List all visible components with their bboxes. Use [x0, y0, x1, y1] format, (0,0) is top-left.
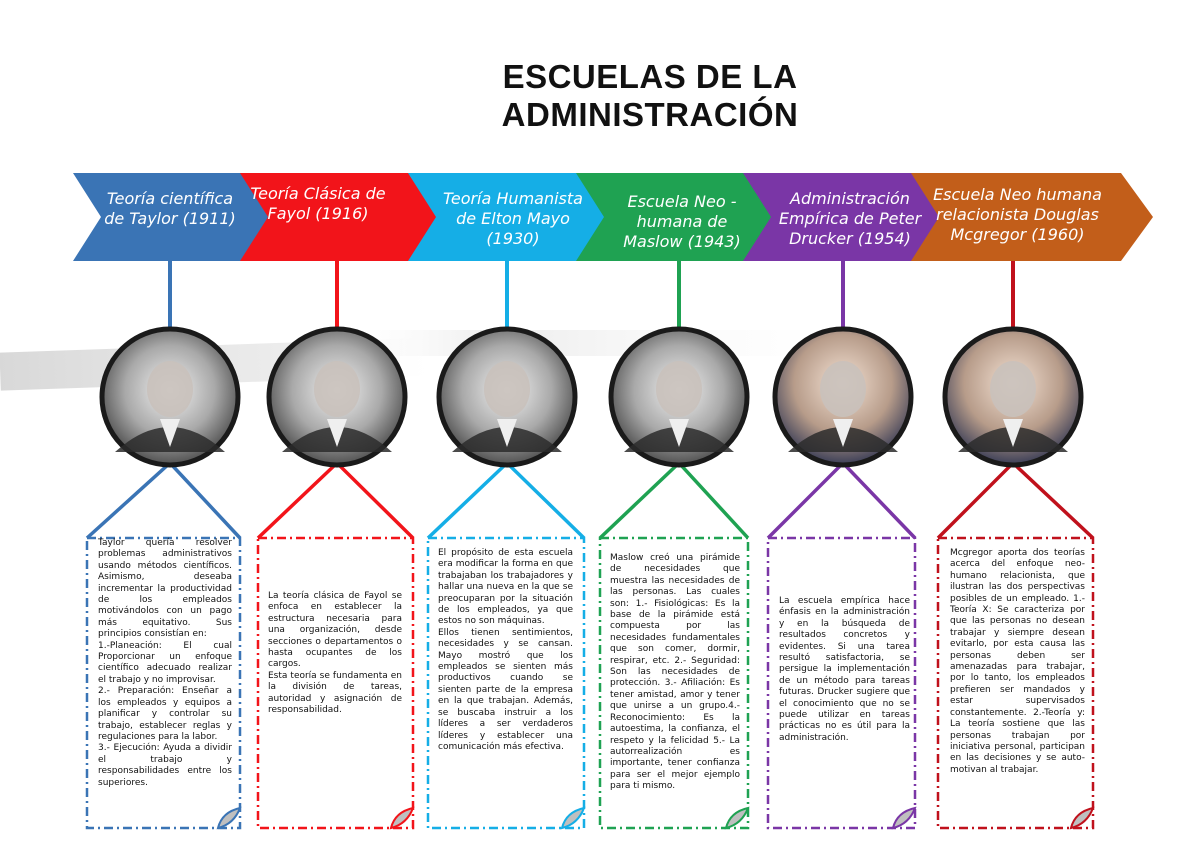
school-description-4: Maslow creó una pirámide de necesidades que muestra las necesidades de las personas. Las cuales son: 1.- Fisiológicas: Es la base de la pirámide está compuesta por las necesidades fundamentales que son comer, dormir, respirar, etc. 2.- Seguridad: Son las necesidades de protección. 3.- Afiliación: Es tener amistad, amor y tener que unirse a un grupo.4.- Reconocimiento: Es la autoestima, la confianza, el respeto y la felicidad 5.- La autorrealización es importante, tener confianza para ser el mejor ejemplo para ti mismo. — [610, 553, 740, 792]
school-title-3: Teoría Humanista de Elton Mayo (1930) — [443, 189, 583, 248]
school-title-6: Escuela Neo humana relacionista Douglas Mcgregor (1960) — [933, 185, 1102, 244]
school-title-5: Administración Empírica de Peter Drucker (1954) — [778, 189, 922, 248]
page-curl-icon — [391, 808, 413, 828]
portrait-3 — [439, 329, 575, 465]
connector-fan-1 — [87, 463, 240, 538]
school-title-4: Escuela Neo - humana de Maslow (1943) — [623, 192, 741, 251]
connector-fan-3 — [428, 463, 584, 538]
page-curl-icon — [726, 808, 748, 828]
portrait-4 — [611, 329, 747, 465]
school-title-1: Teoría científica de Taylor (1911) — [104, 189, 236, 228]
portrait-1 — [102, 329, 238, 465]
connector-fan-6 — [938, 463, 1093, 538]
school-description-1: Taylor quería resolver problemas administrativos usando métodos científicos. Asimismo, deseaba incrementar la productividad de los empleados motivándolos con un pago más equitativo. Sus principios consistían en: 1.-Planeación: El cual Proporcionar un enfoque científico adecuado realizar el trabajo y no improvisar. 2.- Preparación: Enseñar a los empleados y equipos a planificar y controlar su trabajo, establecer reglas y regulaciones para la labor. 3.- Ejecución: Ayuda a dividir el trabajo y responsabilidades entre los superiores. — [98, 538, 232, 788]
school-description-6: Mcgregor aporta dos teorías acerca del enfoque neo-humano relacionista, que ilustran las dos perspectivas posibles de un empleado. 1.- Teoría X: Se caracteriza por que las personas no desean trabajar y siempre desean evitarlo, por esta causa las personas deben ser amenazadas para trabajar, por lo tanto, los empleados prefieren ser mandados y estar supervisados constantemente. 2.-Teoría y: La teoría sostiene que las personas trabajan por iniciativa personal, participan en las decisiones y se auto-motivan al trabajar. — [950, 548, 1085, 775]
connector-fan-5 — [768, 463, 915, 538]
cards-layer — [87, 538, 1093, 828]
connector-fan-4 — [600, 463, 748, 538]
page-curl-icon — [1071, 808, 1093, 828]
school-description-3: El propósito de esta escuela era modificar la forma en que trabajaban los trabajadores y hallar una nueva en la que se preocuparan por la situación de los empleados, ya que estos no son máquinas. Ellos tienen sentimientos, necesidades y se cansan. Mayo mostró que los empleados se sienten más productivos cuando se sienten parte de la empresa en la que trabajan. Además, se buscaba instruir a los líderes a ser verdaderos líderes y establecer una comunicación más efectiva. — [438, 548, 573, 752]
page-curl-icon — [893, 808, 915, 828]
portrait-2 — [269, 329, 405, 465]
school-description-2: La teoría clásica de Fayol se enfoca en establecer la estructura necesaria para una organización, desde secciones o departamentos o hasta ocupantes de los cargos. Esta teoría se fundamenta en la división de tareas, autoridad y asignación de responsabilidad. — [268, 591, 402, 716]
portrait-6 — [945, 329, 1081, 465]
page-curl-icon — [218, 808, 240, 828]
portrait-5 — [775, 329, 911, 465]
school-title-2: Teoría Clásica de Fayol (1916) — [250, 184, 386, 223]
connector-fan-2 — [258, 463, 413, 538]
page-curl-icon — [562, 808, 584, 828]
school-description-5: La escuela empírica hace énfasis en la administración y en la búsqueda de resultados concretos y evidentes. Si una tarea resultó satisfactoria, se persigue la implementación de un método para tareas futuras. Drucker sugiere que el conocimiento que no se puede utilizar en tareas prácticas no es útil para la administración. — [779, 596, 910, 743]
page-title: ESCUELAS DE LA ADMINISTRACIÓN — [501, 58, 799, 133]
